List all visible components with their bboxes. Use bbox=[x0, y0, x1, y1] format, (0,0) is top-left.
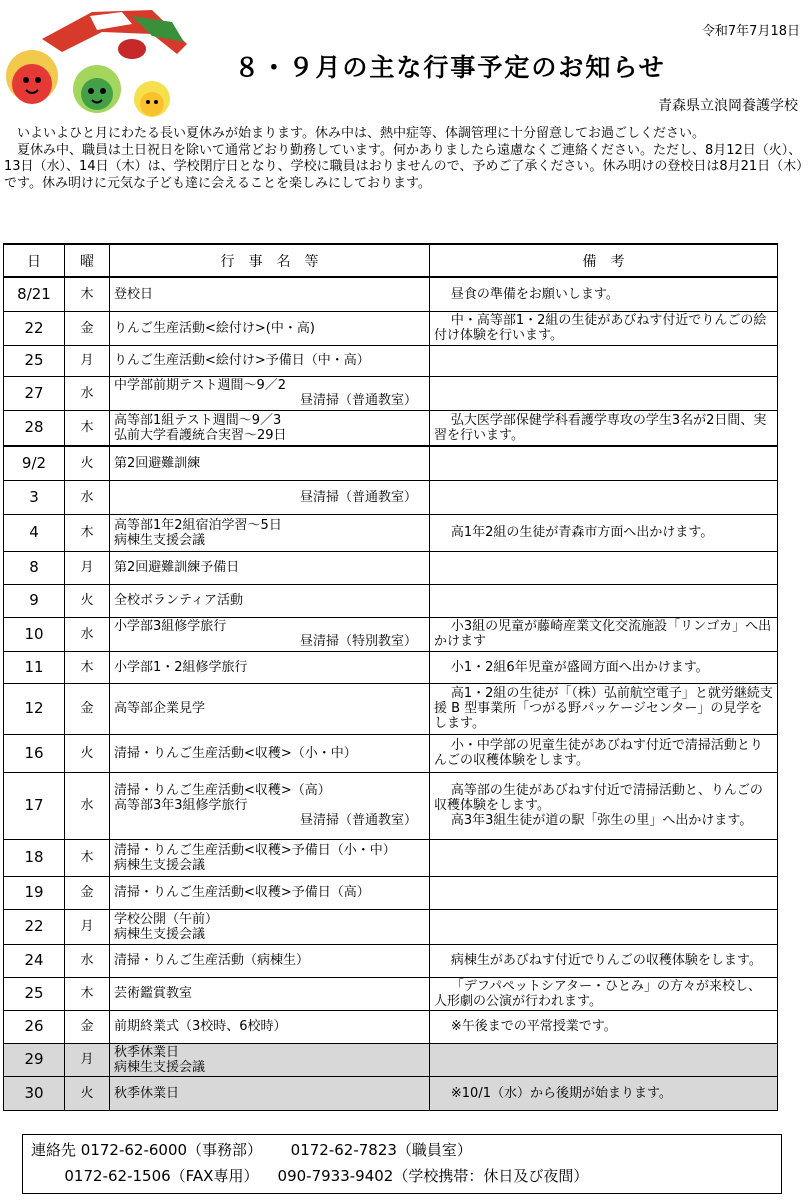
table-row bbox=[4, 345, 778, 376]
note-text: 高等部の生徒があびねす付近で清掃活動と、りんごの収穫体験をします。 bbox=[434, 783, 763, 813]
event-line: りんご生産活動<絵付け>(中・高) bbox=[114, 320, 315, 336]
contact-row-1 bbox=[31, 1137, 781, 1163]
cell-day: 8 bbox=[4, 551, 65, 584]
table-row bbox=[4, 977, 778, 1010]
cell-note bbox=[430, 734, 778, 772]
event-line: 芸術鑑賞教室 bbox=[114, 986, 193, 1001]
cell-day: 30 bbox=[4, 1076, 65, 1110]
cell-weekday: 水 bbox=[65, 772, 110, 839]
cell-weekday: 木 bbox=[65, 839, 110, 876]
contact-fax: 0172-62-1506（FAX専用） bbox=[64, 1167, 259, 1185]
event-line: 全校ボランティア活動 bbox=[114, 593, 243, 608]
cell-event bbox=[110, 277, 430, 311]
cell-weekday: 火 bbox=[65, 584, 110, 617]
cell-weekday: 火 bbox=[65, 734, 110, 772]
event-line: 秋季休業日 bbox=[114, 1044, 180, 1060]
schedule-table bbox=[3, 243, 778, 1111]
cell-day: 16 bbox=[4, 734, 65, 772]
cell-day: 18 bbox=[4, 839, 65, 876]
event-line: 秋季休業日 bbox=[114, 1085, 180, 1101]
cell-weekday: 木 bbox=[65, 514, 110, 551]
cell-weekday: 金 bbox=[65, 1010, 110, 1043]
table-row bbox=[4, 909, 778, 944]
cell-weekday: 木 bbox=[65, 977, 110, 1010]
cell-weekday: 金 bbox=[65, 876, 110, 909]
event-line: 清掃・りんご生産活動<収穫>（小・中） bbox=[114, 745, 357, 761]
event-line: 高等部企業見学 bbox=[114, 701, 206, 716]
cell-event bbox=[110, 480, 430, 514]
cell-weekday: 月 bbox=[65, 345, 110, 376]
event-line: 小学部3組修学旅行 bbox=[114, 619, 227, 634]
cell-note bbox=[430, 772, 778, 839]
cell-day: 29 bbox=[4, 1043, 65, 1076]
cell-note bbox=[430, 446, 778, 480]
note-text: 小1・2組6年児童が盛岡方面へ出かけます。 bbox=[450, 659, 709, 675]
cell-note bbox=[430, 909, 778, 944]
page-title: ８・９月の主な行事予定のお知らせ bbox=[234, 53, 666, 82]
event-line: 前期終業式（3校時、6校時） bbox=[114, 1019, 287, 1034]
table-row bbox=[4, 551, 778, 584]
cell-note bbox=[430, 944, 778, 977]
cell-event bbox=[110, 683, 430, 734]
schedule-body bbox=[4, 277, 778, 1110]
contact-row-2 bbox=[31, 1163, 781, 1189]
contact-mobile: 090-7933-9402（学校携帯：休日及び夜間） bbox=[277, 1167, 589, 1185]
cell-note bbox=[430, 683, 778, 734]
event-line: 弘前大学看護統合実習～29日 bbox=[114, 427, 287, 443]
note-text: ※10/1（水）から後期が始まります。 bbox=[450, 1085, 672, 1101]
header-dow: 曜 bbox=[65, 244, 110, 277]
event-line: 清掃・りんご生産活動<収穫>（高） bbox=[114, 783, 331, 798]
event-line: 病棟生支援会議 bbox=[114, 857, 206, 873]
table-row bbox=[4, 839, 778, 876]
event-line: 登校日 bbox=[114, 286, 154, 302]
cell-note bbox=[430, 584, 778, 617]
cell-weekday: 木 bbox=[65, 651, 110, 683]
cell-note bbox=[430, 876, 778, 909]
cell-event bbox=[110, 1043, 430, 1076]
event-line: 昼清掃（普通教室） bbox=[299, 813, 417, 828]
cell-event bbox=[110, 1076, 430, 1110]
event-line: 高等部3年3組修学旅行 bbox=[114, 798, 248, 813]
cell-note bbox=[430, 617, 778, 651]
cell-note bbox=[430, 1043, 778, 1076]
event-line: 病棟生支援会議 bbox=[114, 1059, 206, 1075]
event-line: 清掃・りんご生産活動（病棟生） bbox=[114, 953, 310, 968]
cell-note bbox=[430, 410, 778, 446]
cell-event bbox=[110, 977, 430, 1010]
event-line: 第2回避難訓練予備日 bbox=[114, 560, 240, 575]
cell-weekday: 火 bbox=[65, 446, 110, 480]
cell-event bbox=[110, 617, 430, 651]
cell-event bbox=[110, 446, 430, 480]
cell-event bbox=[110, 734, 430, 772]
cell-event bbox=[110, 772, 430, 839]
cell-day: 22 bbox=[4, 311, 65, 345]
event-line: 第2回避難訓練 bbox=[114, 455, 201, 471]
header-note: 備 考 bbox=[430, 244, 778, 277]
table-row bbox=[4, 311, 778, 345]
note-text: 高1・2組の生徒が「（株）弘前航空電子」と就労継続支援 B 型事業所「つがる野パッケージセンター」の見学をします。 bbox=[434, 686, 773, 731]
cell-event bbox=[110, 1010, 430, 1043]
event-line: 清掃・りんご生産活動<収穫>予備日（高） bbox=[114, 885, 370, 900]
cell-day: 8/21 bbox=[4, 277, 65, 311]
cell-event bbox=[110, 376, 430, 410]
cell-day: 24 bbox=[4, 944, 65, 977]
school-name: 青森県立浪岡養護学校 bbox=[658, 98, 798, 114]
table-row bbox=[4, 617, 778, 651]
event-line: 昼清掃（普通教室） bbox=[299, 489, 417, 505]
table-row bbox=[4, 1076, 778, 1110]
table-row bbox=[4, 1043, 778, 1076]
cell-weekday: 水 bbox=[65, 480, 110, 514]
cell-note bbox=[430, 480, 778, 514]
cell-event bbox=[110, 345, 430, 376]
table-row bbox=[4, 446, 778, 480]
cell-weekday: 水 bbox=[65, 376, 110, 410]
cell-day: 4 bbox=[4, 514, 65, 551]
event-line: 清掃・りんご生産活動<収穫>予備日（小・中） bbox=[114, 842, 396, 858]
cell-event bbox=[110, 651, 430, 683]
intro-paragraph-2: 夏休み中、職員は土日祝日を除いて通常どおり勤務しています。何かありましたら遠慮なくご連絡ください。ただし、8月12日（火）、13日（水）、14日（木）は、学校閉庁日となり、学校に職員はおりませんので、予めご了承ください。休み明けの登校日は8月21日（木）です。休み明けに元気な子ども達に会えることを楽しみにしております。 bbox=[4, 142, 803, 191]
contact-staff-phone: 0172-62-7823（職員室） bbox=[290, 1141, 472, 1159]
event-line: 高等部1年2組宿泊学習～5日 bbox=[114, 517, 282, 533]
cell-day: 17 bbox=[4, 772, 65, 839]
note-text: 小・中学部の児童生徒があびねす付近で清掃活動とりんごの収穫体験をします。 bbox=[434, 738, 763, 768]
issue-date: 令和7年7月18日 bbox=[701, 24, 800, 39]
cell-weekday: 水 bbox=[65, 944, 110, 977]
cell-day: 11 bbox=[4, 651, 65, 683]
cell-weekday: 金 bbox=[65, 311, 110, 345]
cell-day: 25 bbox=[4, 345, 65, 376]
note-text-2: 高3年3組生徒が道の駅「弥生の里」へ出かけます。 bbox=[450, 813, 753, 828]
cell-event bbox=[110, 909, 430, 944]
intro-text bbox=[4, 126, 804, 192]
cell-day: 19 bbox=[4, 876, 65, 909]
cell-day: 28 bbox=[4, 410, 65, 446]
note-text: 弘大医学部保健学科看護学専攻の学生3名が2日間、実習を行います。 bbox=[434, 412, 767, 443]
table-row bbox=[4, 944, 778, 977]
cell-note bbox=[430, 977, 778, 1010]
cell-day: 22 bbox=[4, 909, 65, 944]
note-text: 高1年2組の生徒が青森市方面へ出かけます。 bbox=[450, 525, 714, 540]
intro-paragraph-1: いよいよひと月にわたる長い夏休みが始まります。休み中は、熱中症等、体調管理に十分留意してお過ごしください。 bbox=[17, 126, 705, 141]
cell-event bbox=[110, 584, 430, 617]
table-row bbox=[4, 651, 778, 683]
cell-event bbox=[110, 311, 430, 345]
table-row bbox=[4, 480, 778, 514]
cell-weekday: 水 bbox=[65, 617, 110, 651]
table-row bbox=[4, 734, 778, 772]
cell-weekday: 月 bbox=[65, 909, 110, 944]
cell-weekday: 火 bbox=[65, 1076, 110, 1110]
contact-label: 連絡先 bbox=[31, 1141, 77, 1159]
header-event: 行 事 名 等 bbox=[110, 244, 430, 277]
cell-event bbox=[110, 514, 430, 551]
cell-note bbox=[430, 1076, 778, 1110]
cell-weekday: 木 bbox=[65, 277, 110, 311]
cell-note bbox=[430, 311, 778, 345]
cell-note bbox=[430, 839, 778, 876]
cell-weekday: 月 bbox=[65, 551, 110, 584]
cell-day: 9/2 bbox=[4, 446, 65, 480]
table-row bbox=[4, 876, 778, 909]
event-line: 小学部1・2組修学旅行 bbox=[114, 659, 248, 675]
note-text: 中・高等部1・2組の生徒があびねす付近でりんごの絵付け体験を行います。 bbox=[434, 313, 767, 343]
cell-day: 25 bbox=[4, 977, 65, 1010]
cell-day: 27 bbox=[4, 376, 65, 410]
cell-day: 12 bbox=[4, 683, 65, 734]
event-line: 学校公開（午前） bbox=[114, 911, 219, 927]
note-text: ※午後までの平常授業です。 bbox=[450, 1019, 617, 1034]
cell-day: 3 bbox=[4, 480, 65, 514]
cell-day: 10 bbox=[4, 617, 65, 651]
note-text: 病棟生があびねす付近でりんごの収穫体験をします。 bbox=[450, 953, 762, 968]
table-row bbox=[4, 772, 778, 839]
cell-note bbox=[430, 376, 778, 410]
cell-event bbox=[110, 551, 430, 584]
table-row bbox=[4, 1010, 778, 1043]
header-day: 日 bbox=[4, 244, 65, 277]
note-text: 昼食の準備をお願いします。 bbox=[450, 286, 619, 302]
table-row bbox=[4, 683, 778, 734]
event-line: 中学部前期テスト週間～9／2 bbox=[114, 378, 287, 393]
table-row bbox=[4, 376, 778, 410]
table-row bbox=[4, 584, 778, 617]
contact-office-phone: 0172-62-6000（事務部） bbox=[80, 1141, 263, 1159]
cell-weekday: 金 bbox=[65, 683, 110, 734]
cell-note bbox=[430, 345, 778, 376]
schedule-header-row bbox=[4, 244, 778, 277]
event-line: 病棟生支援会議 bbox=[114, 926, 206, 942]
cell-note bbox=[430, 514, 778, 551]
event-line: 昼清掃（特別教室） bbox=[299, 634, 417, 649]
cell-event bbox=[110, 410, 430, 446]
table-row bbox=[4, 514, 778, 551]
cell-day: 9 bbox=[4, 584, 65, 617]
note-text: 小3組の児童が藤崎産業文化交流施設「リンゴカ」へ出かけます bbox=[434, 619, 772, 649]
table-row bbox=[4, 277, 778, 311]
cell-weekday: 月 bbox=[65, 1043, 110, 1076]
contact-box bbox=[22, 1134, 782, 1194]
cell-note bbox=[430, 651, 778, 683]
event-line: 高等部1組テスト週間～9／3 bbox=[114, 412, 282, 428]
cell-note bbox=[430, 277, 778, 311]
table-row bbox=[4, 410, 778, 446]
cell-note bbox=[430, 551, 778, 584]
event-line: 昼清掃（普通教室） bbox=[299, 393, 417, 408]
event-line: りんご生産活動<絵付け>予備日（中・高） bbox=[114, 353, 370, 368]
cell-event bbox=[110, 944, 430, 977]
cell-event bbox=[110, 839, 430, 876]
cell-event bbox=[110, 876, 430, 909]
cell-weekday: 木 bbox=[65, 410, 110, 446]
cell-note bbox=[430, 1010, 778, 1043]
note-text: 「デフパペットシアター・ひとみ」の方々が来校し、人形劇の公演が行われます。 bbox=[434, 978, 761, 1009]
event-line: 病棟生支援会議 bbox=[114, 532, 206, 548]
cell-day: 26 bbox=[4, 1010, 65, 1043]
